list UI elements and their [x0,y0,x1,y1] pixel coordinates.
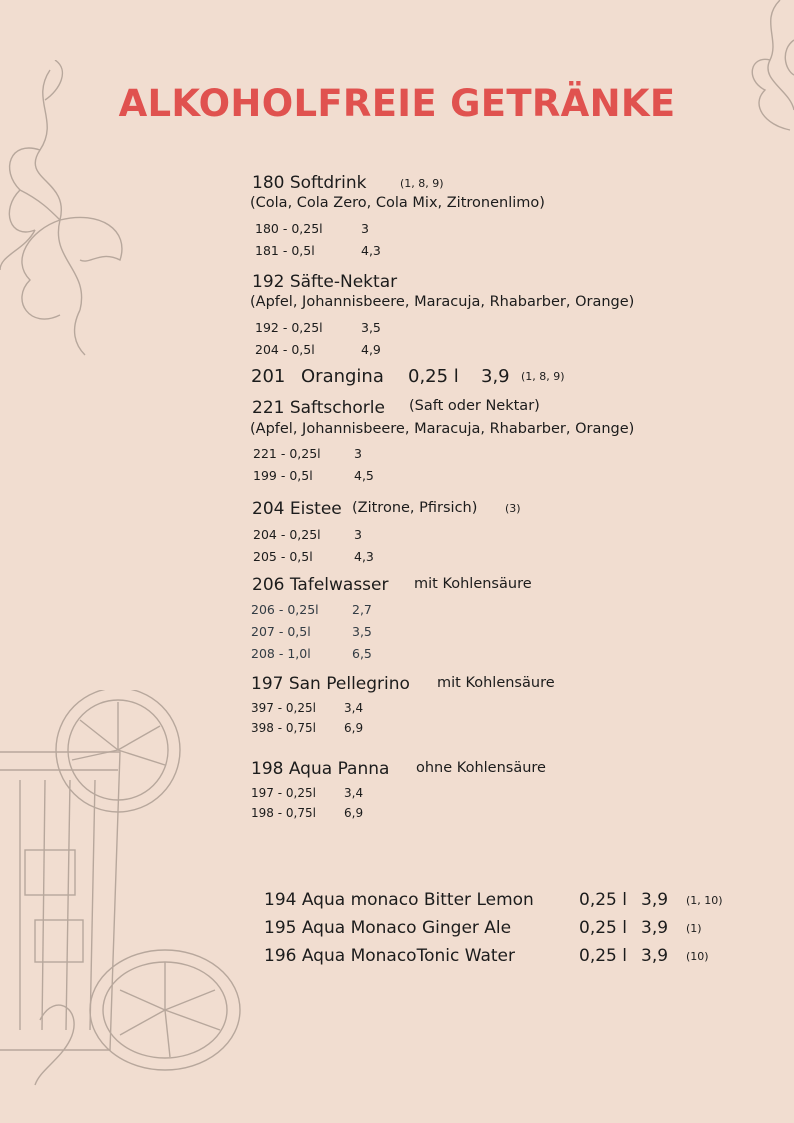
softdrink-sub: (Cola, Cola Zero, Cola Mix, Zitronenlimo) [250,195,545,211]
saftschorle-sub: (Apfel, Johannisbeere, Maracuja, Rhabarber, Orange) [250,421,635,437]
eistee-heading: 204 Eistee [252,499,342,519]
orangina-price: 3,9 [481,366,510,387]
saftschorle-row-label: 199 - 0,5l [253,468,313,483]
softdrink-heading: 180 Softdrink [252,173,367,193]
panna-row-price: 3,4 [344,786,364,800]
monaco-name: 194 Aqua monaco Bitter Lemon [264,890,534,910]
pellegrino-heading: 197 San Pellegrino [251,674,410,694]
panna-qualifier: ohne Kohlensäure [416,760,546,776]
saftschorle-row-price: 4,5 [354,468,374,483]
monaco-price: 3,9 [641,918,669,938]
softdrink-row-price: 4,3 [361,243,381,258]
tafelwasser-row-label: 208 - 1,0l [251,646,311,661]
monaco-size: 0,25 l [579,918,627,938]
pellegrino-row-label: 398 - 0,75l [251,721,316,735]
eistee-qualifier: (Zitrone, Pfirsich) [352,500,478,516]
panna-row-label: 198 - 0,75l [251,806,316,820]
monaco-name: 195 Aqua Monaco Ginger Ale [264,918,512,938]
panna-row-label: 197 - 0,25l [251,786,316,800]
monaco-price: 3,9 [641,946,669,966]
pellegrino-row-price: 3,4 [344,701,364,715]
monaco-size: 0,25 l [579,890,627,910]
drink-glass-lemon-illustration [0,690,245,1090]
eistee-row-label: 205 - 0,5l [253,549,313,564]
tafelwasser-heading: 206 Tafelwasser [252,575,389,595]
tafelwasser-qualifier: mit Kohlensäure [414,576,532,592]
softdrink-note: (1, 8, 9) [400,177,444,190]
page-title: ALKOHOLFREIE GETRÄNKE [118,82,676,125]
tafelwasser-row-label: 206 - 0,25l [251,602,319,617]
monaco-note: (10) [686,950,709,963]
tafelwasser-row-label: 207 - 0,5l [251,624,311,639]
panna-row-price: 6,9 [344,806,364,820]
monaco-note: (1, 10) [686,894,723,907]
saefte-heading: 192 Säfte-Nektar [252,272,398,292]
saftschorle-row-price: 3 [354,446,362,461]
tafelwasser-row-price: 2,7 [352,602,372,617]
orangina-number: 201 [251,366,286,387]
eistee-note: (3) [505,502,521,515]
eistee-row-label: 204 - 0,25l [253,527,321,542]
tafelwasser-row-price: 3,5 [352,624,372,639]
saefte-row-label: 192 - 0,25l [255,320,323,335]
pellegrino-qualifier: mit Kohlensäure [437,675,555,691]
softdrink-row-label: 180 - 0,25l [255,221,323,236]
eistee-row-price: 3 [354,527,362,542]
saftschorle-row-label: 221 - 0,25l [253,446,321,461]
monaco-note: (1) [686,922,702,935]
tafelwasser-row-price: 6,5 [352,646,372,661]
saefte-sub: (Apfel, Johannisbeere, Maracuja, Rhabarber, Orange) [250,294,635,310]
pellegrino-row-price: 6,9 [344,721,364,735]
monaco-price: 3,9 [641,890,669,910]
saefte-row-price: 4,9 [361,342,381,357]
saefte-row-label: 204 - 0,5l [255,342,315,357]
saefte-row-price: 3,5 [361,320,381,335]
softdrink-row-label: 181 - 0,5l [255,243,315,258]
monaco-size: 0,25 l [579,946,627,966]
eistee-row-price: 4,3 [354,549,374,564]
orangina-size: 0,25 l [408,366,459,387]
softdrink-row-price: 3 [361,221,369,236]
saftschorle-heading: 221 Saftschorle [252,398,385,418]
orangina-note: (1, 8, 9) [521,370,565,383]
pellegrino-row-label: 397 - 0,25l [251,701,316,715]
panna-heading: 198 Aqua Panna [251,759,390,779]
monaco-name: 196 Aqua MonacoTonic Water [264,946,515,966]
saftschorle-qualifier: (Saft oder Nektar) [409,398,540,414]
orangina-name: Orangina [301,366,384,387]
